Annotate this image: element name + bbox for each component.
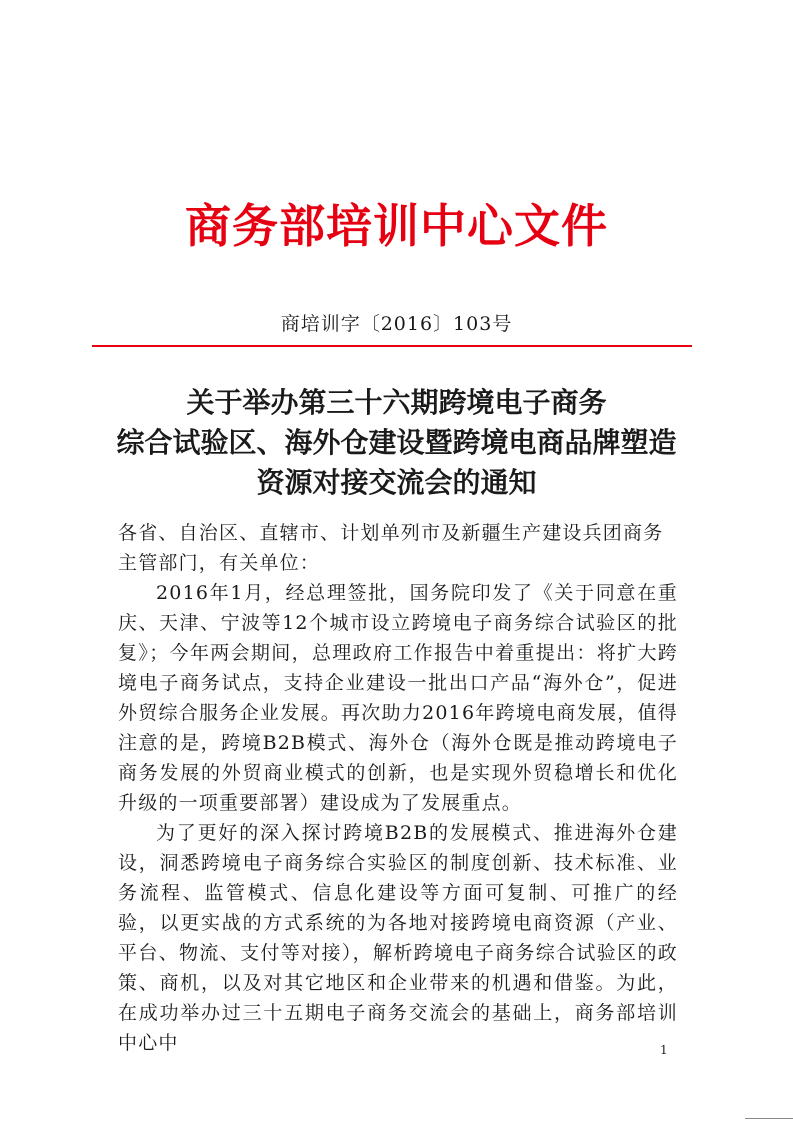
document-number: 商培训字〔2016〕103号 (280, 313, 513, 335)
body-paragraph-1: 2016年1月，经总理签批，国务院印发了《关于同意在重庆、天津、宁波等12个城市设立跨境电子商务综合试验区的批复》；今年两会期间，总理政府工作报告中着重提出：将扩大跨境电子商务试点，支持企业建设一批出口产品“海外仓”，促进外贸综合服务企业发展。再次助力2016年跨境电商发展，值得注意的是，跨境B2B模式、海外仓（海外仓既是推动跨境电子商务发展的外贸商业模式的创新，也是实现外贸稳增长和优化升级的一项重要部署）建设成为了发展重点。 (118, 582, 678, 814)
page-number: 1 (660, 1043, 668, 1057)
notice-title-line-1: 关于举办第三十六期跨境电子商务 (186, 386, 607, 419)
agency-header-title: 商务部培训中心文件 (185, 199, 608, 253)
red-divider-line (92, 345, 692, 347)
notice-title-line-2: 综合试验区、海外仓建设暨跨境电商品牌塑造 (116, 426, 677, 459)
scan-edge-mark (745, 1118, 793, 1119)
notice-title (0, 383, 793, 503)
body-paragraph-2: 为了更好的深入探讨跨境B2B的发展模式、推进海外仓建设，洞悉跨境电子商务综合实验区的制度创新、技术标准、业务流程、监管模式、信息化建设等方面可复制、可推广的经验，以更实战的方式系统的为各地对接跨境电商资源（产业、平台、物流、支付等对接），解析跨境电子商务综合试验区的政策、商机，以及对其它地区和企业带来的机遇和借鉴。为此，在成功举办过三十五期电子商务交流会的基础上，商务部培训中心中 (118, 822, 678, 1054)
notice-title-line-3: 资源对接交流会的通知 (256, 466, 537, 499)
recipients-salutation: 各省、自治区、直辖市、计划单列市及新疆生产建设兵团商务主管部门，有关单位： (118, 522, 664, 574)
